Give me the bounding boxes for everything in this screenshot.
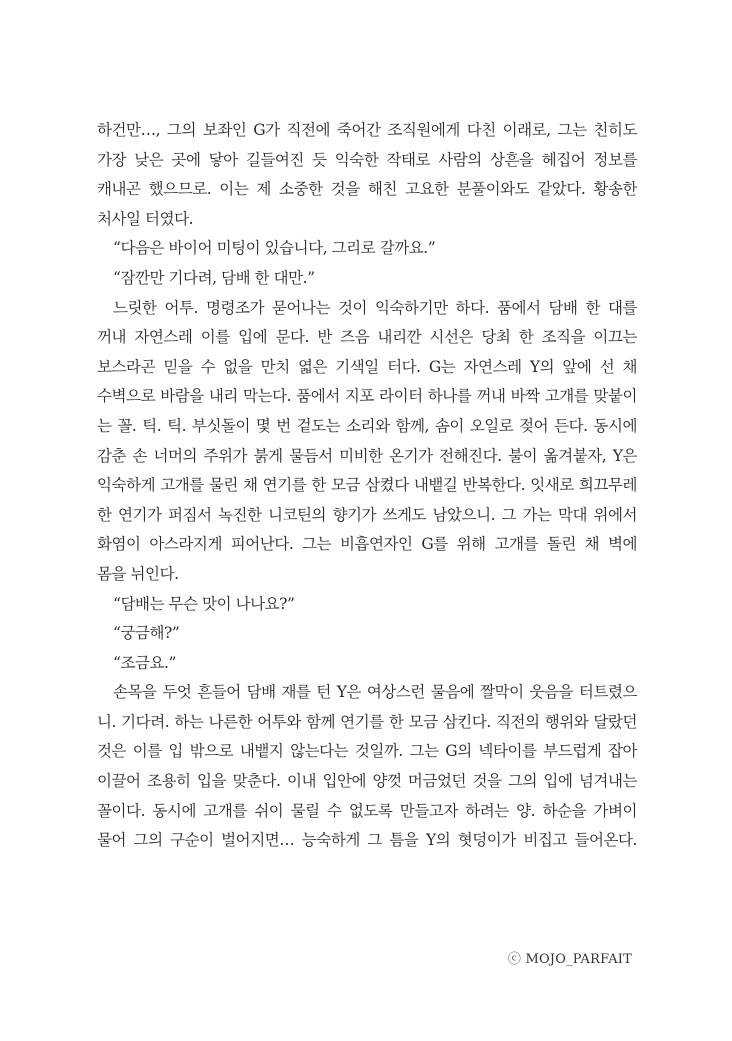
- text-line: 감춘 손 너머의 주위가 붉게 물듬서 미비한 온기가 전해진다. 불이 옮겨붙자, Y은: [97, 446, 637, 465]
- dialogue-line: “잠깐만 기다려, 담배 한 대만.”: [113, 268, 315, 287]
- text-line: 익숙하게 고개를 물린 채 연기를 한 모금 삼켰다 내뱉길 반복한다. 잇새로 희끄무레: [97, 476, 637, 495]
- text-line: 캐내곤 했으므로. 이는 제 소중한 것을 해친 고요한 분풀이와도 같았다. 황송한: [97, 180, 637, 199]
- story-text: [97, 116, 637, 856]
- text-line: 가장 낮은 곳에 닿아 길들여진 듯 익숙한 작태로 사람의 상흔을 헤집어 정보를: [97, 150, 637, 169]
- dialogue-line: “조금요.”: [113, 653, 176, 672]
- text-line: 물어 그의 구순이 벌어지면… 능숙하게 그 틈을 Y의 혓덩이가 비집고 들어온다.: [97, 831, 637, 850]
- text-line: 한 연기가 퍼짐서 녹진한 니코틴의 향기가 쓰게도 남았으니. 그 가는 막대 위에서: [97, 505, 637, 524]
- text-line: 수벽으로 바람을 내리 막는다. 품에서 지포 라이터 하나를 꺼내 바짝 고개를 맞붙이: [97, 387, 637, 406]
- dialogue-line: “궁금해?”: [113, 624, 180, 643]
- dialogue-line: “담배는 무슨 맛이 나나요?”: [113, 594, 295, 613]
- text-line: 처사일 터였다.: [97, 209, 194, 228]
- dialogue-line: “다음은 바이어 미팅이 있습니다, 그리로 갈까요.”: [113, 239, 436, 258]
- copyright-credit: ⓒ MOJO_PARFAIT: [507, 952, 632, 967]
- text-line: 느릿한 어투. 명령조가 묻어나는 것이 익숙하기만 하다. 품에서 담배 한 대를: [113, 298, 637, 317]
- text-line: 꼴이다. 동시에 고개를 쉬이 물릴 수 없도록 만들고자 하려는 양. 하순을 가벼이: [97, 801, 637, 820]
- text-line: 몸을 뉘인다.: [97, 564, 179, 583]
- text-line: 보스라곤 믿을 수 없을 만치 엷은 기색일 터다. G는 자연스레 Y의 앞에 선 채: [97, 357, 637, 376]
- text-line: 니. 기다려. 하는 나른한 어투와 함께 연기를 한 모금 삼킨다. 직전의 행위와 달랐던: [97, 712, 637, 731]
- text-line: 이끌어 조용히 입을 맞춘다. 이내 입안에 양껏 머금었던 것을 그의 입에 넘겨내는: [97, 772, 637, 791]
- text-line: 는 꼴. 틱. 틱. 부싯돌이 몇 번 겉도는 소리와 함께, 솜이 오일로 젖어 든다. 동시에: [97, 416, 637, 435]
- text-line: 꺼내 자연스레 이를 입에 문다. 반 즈음 내리깐 시선은 당최 한 조직을 이끄는: [97, 328, 637, 347]
- text-line: 것은 이를 입 밖으로 내뱉지 않는다는 것일까. 그는 G의 넥타이를 부드럽게 잡아: [97, 742, 637, 761]
- text-line: 손목을 두엇 흔들어 담배 재를 턴 Y은 여상스런 물음에 짤막이 웃음을 터트렸으: [113, 683, 637, 702]
- text-line: 하건만…, 그의 보좌인 G가 직전에 죽어간 조직원에게 다친 이래로, 그는 친히도: [97, 121, 637, 139]
- text-line: 화염이 아스라지게 피어난다. 그는 비흡연자인 G를 위해 고개를 돌린 채 벽에: [97, 535, 637, 554]
